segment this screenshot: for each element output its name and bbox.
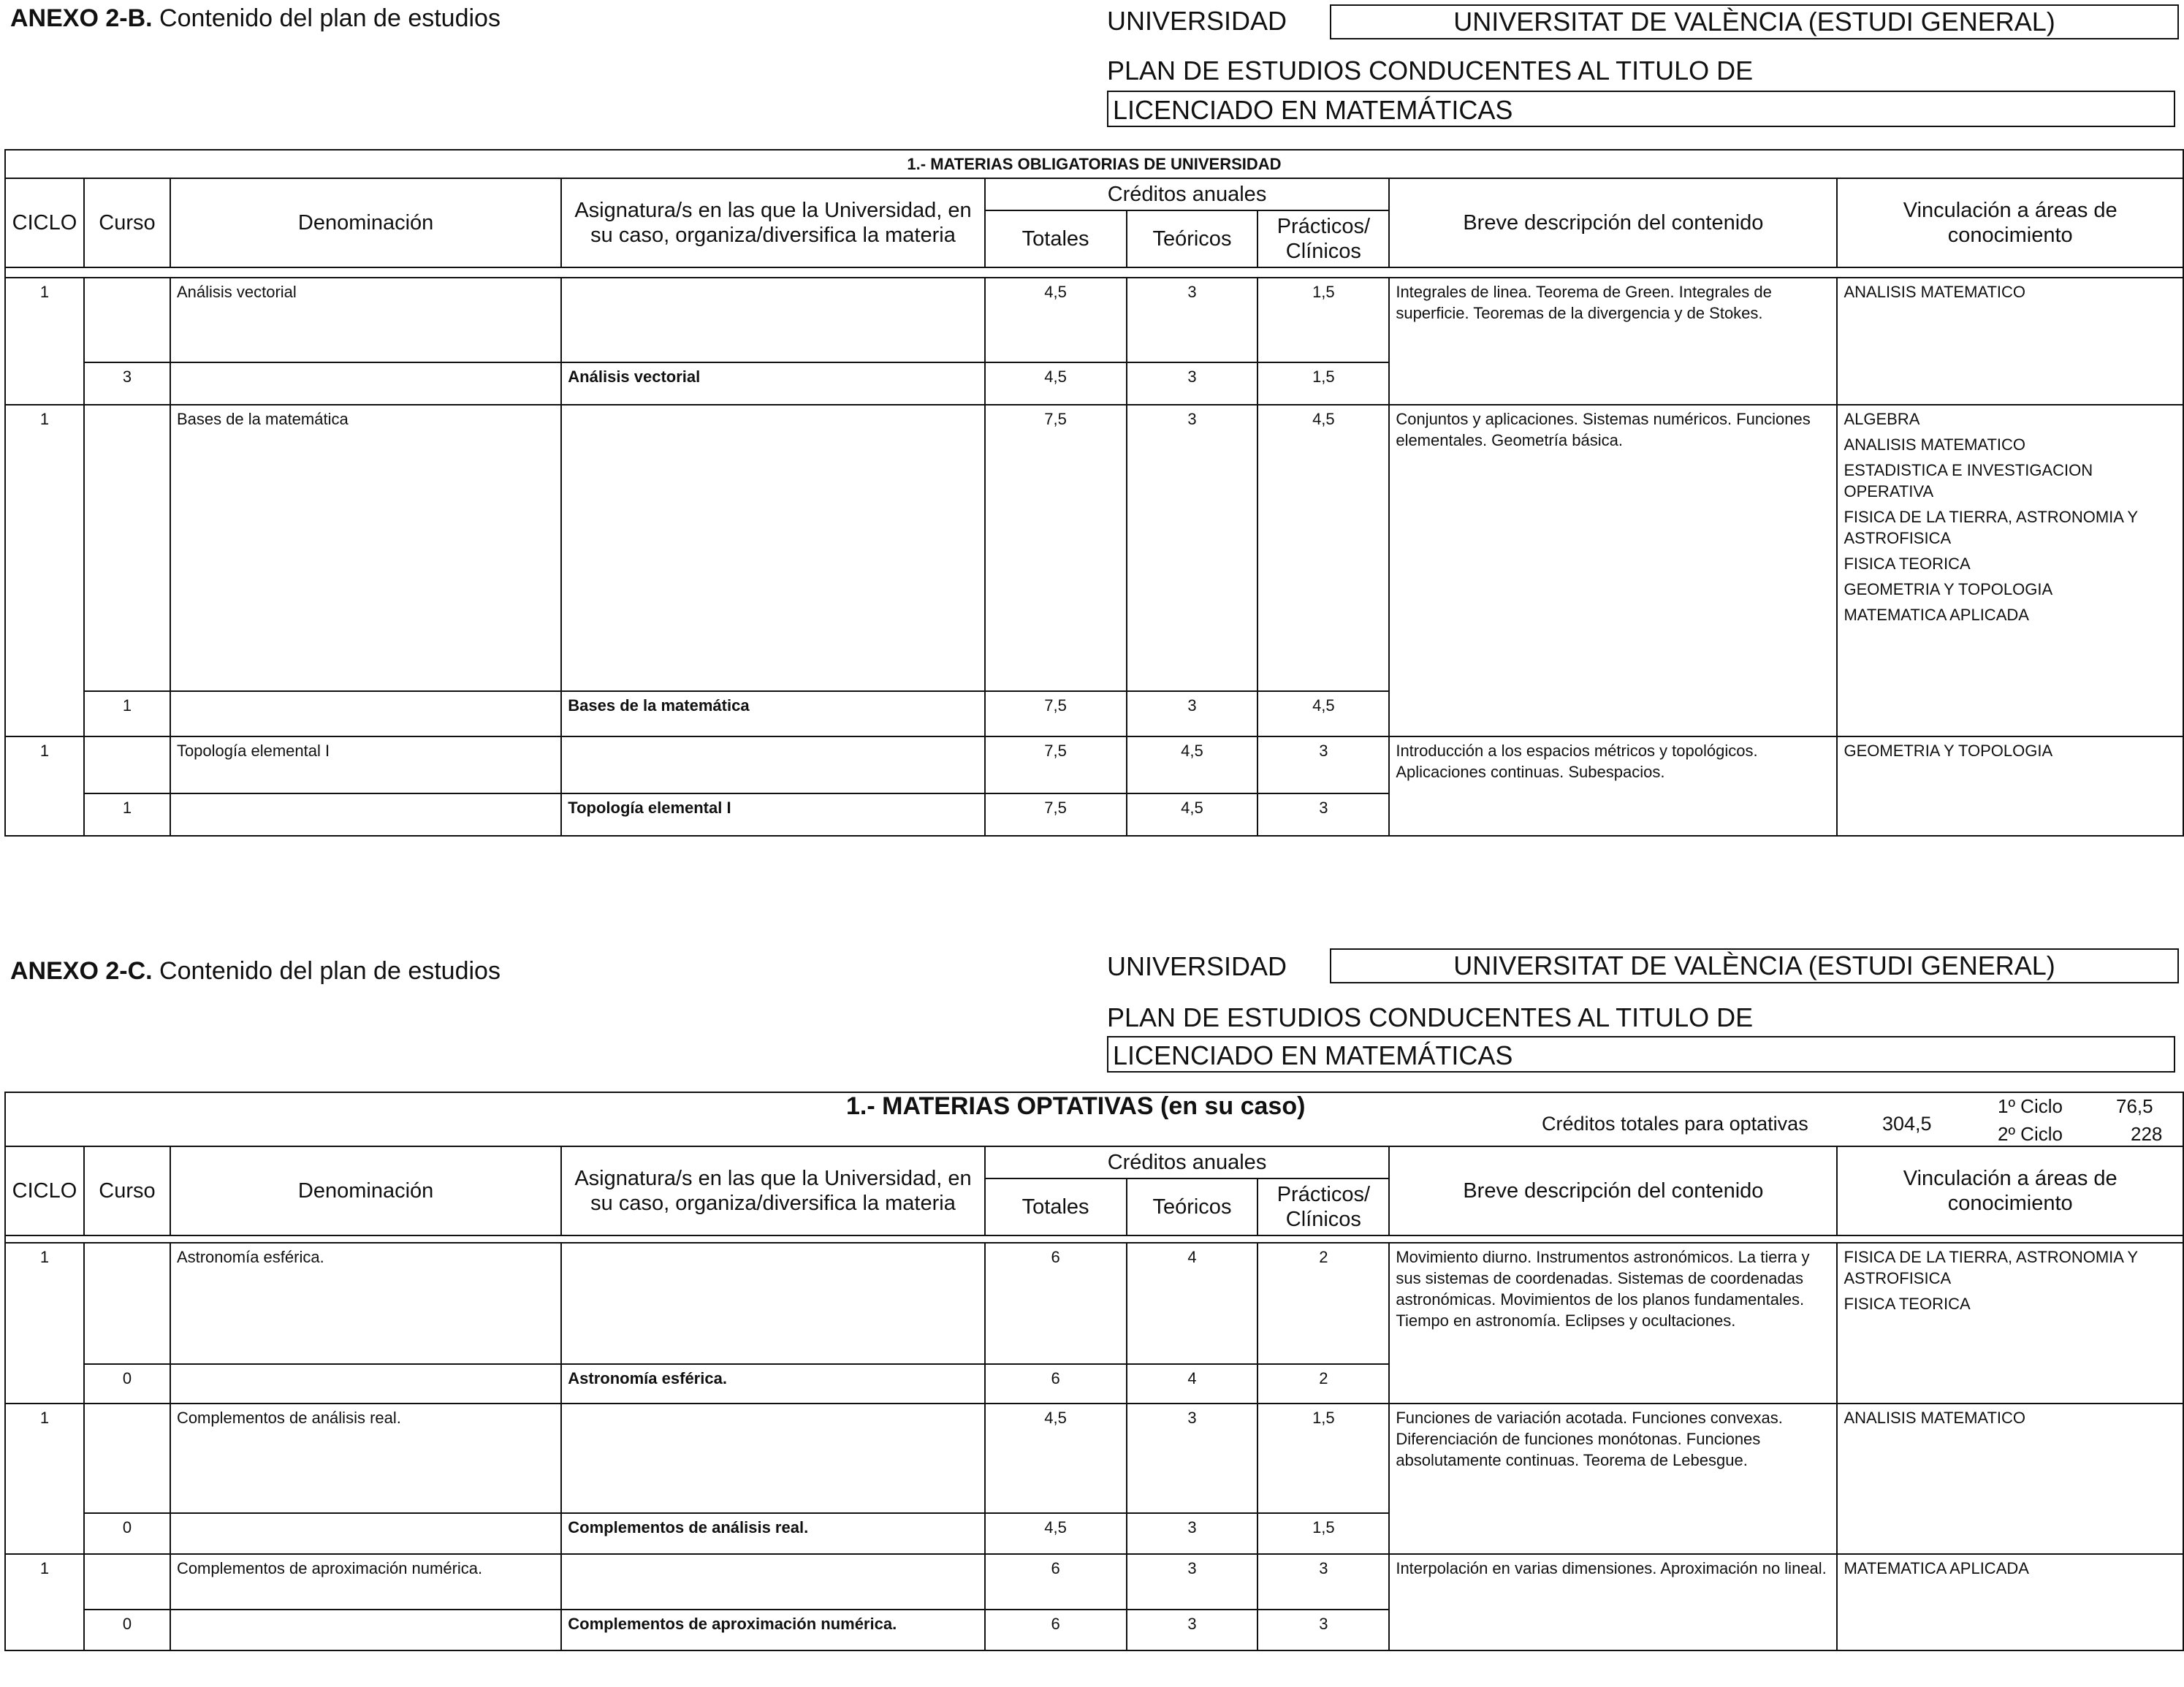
practicos-cell: 3 — [1257, 1554, 1389, 1610]
descripcion-cell: Funciones de variación acotada. Funciones convexas. Diferenciación de funciones monótonas. Funciones absolutamente continuas. Teorema de Lebesgue. — [1389, 1404, 1837, 1554]
ciclo2-label: 2º Ciclo — [1998, 1123, 2063, 1145]
areas-cell — [1837, 405, 2183, 736]
university-label: UNIVERSIDAD — [1107, 951, 1287, 981]
table-title-row — [5, 1092, 2183, 1146]
denominacion-cell — [170, 1513, 561, 1554]
totales-cell: 6 — [985, 1610, 1127, 1650]
col-header-practicos: Prácticos/ Clínicos — [1257, 210, 1389, 267]
total-credits-value: 304,5 — [1882, 1113, 1932, 1135]
university-label: UNIVERSIDAD — [1107, 6, 1287, 36]
asignatura-cell: Complementos de análisis real. — [561, 1513, 984, 1554]
annex-subtitle: Contenido del plan de estudios — [159, 4, 501, 32]
totales-cell: 4,5 — [985, 1404, 1127, 1513]
denominacion-cell: Complementos de análisis real. — [170, 1404, 561, 1513]
degree-title: LICENCIADO EN MATEMÁTICAS — [1107, 91, 2175, 127]
teoricos-cell: 3 — [1127, 405, 1258, 691]
degree-title: LICENCIADO EN MATEMÁTICAS — [1107, 1036, 2175, 1073]
annex-heading — [10, 957, 501, 986]
curso-cell — [84, 405, 170, 691]
teoricos-cell: 3 — [1127, 1554, 1258, 1610]
practicos-cell: 4,5 — [1257, 405, 1389, 691]
practicos-cell: 4,5 — [1257, 691, 1389, 736]
curso-cell — [84, 278, 170, 362]
totales-cell: 7,5 — [985, 793, 1127, 836]
table-title: 1.- MATERIAS OBLIGATORIAS DE UNIVERSIDAD — [5, 150, 2183, 178]
asignatura-cell: Bases de la matemática — [561, 691, 984, 736]
descripcion-cell: Introducción a los espacios métricos y topológicos. Aplicaciones continuas. Subespacios. — [1389, 736, 1837, 836]
table-title: 1.- MATERIAS OPTATIVAS (en su caso) — [846, 1092, 1306, 1120]
curso-cell — [84, 1404, 170, 1513]
area-item: ANALISIS MATEMATICO — [1844, 283, 2026, 301]
totales-cell: 7,5 — [985, 691, 1127, 736]
asignatura-cell: Análisis vectorial — [561, 362, 984, 405]
asignatura-cell: Complementos de aproximación numérica. — [561, 1610, 984, 1650]
practicos-cell: 1,5 — [1257, 1404, 1389, 1513]
denominacion-cell — [170, 691, 561, 736]
practicos-cell: 3 — [1257, 1610, 1389, 1650]
col-header-teoricos: Teóricos — [1127, 210, 1258, 267]
area-item: FISICA DE LA TIERRA, ASTRONOMIA Y ASTROFISICA — [1844, 508, 2138, 547]
totales-cell: 7,5 — [985, 405, 1127, 691]
practicos-cell: 2 — [1257, 1364, 1389, 1404]
practicos-cell: 1,5 — [1257, 278, 1389, 362]
curso-cell: 0 — [84, 1513, 170, 1554]
denominacion-cell — [170, 793, 561, 836]
teoricos-cell: 4 — [1127, 1243, 1258, 1364]
denominacion-cell — [170, 362, 561, 405]
area-item: GEOMETRIA Y TOPOLOGIA — [1844, 580, 2053, 598]
col-header-totales: Totales — [985, 210, 1127, 267]
descripcion-cell: Integrales de linea. Teorema de Green. Integrales de superficie. Teoremas de la divergencia y de Stokes. — [1389, 278, 1837, 405]
asignatura-cell — [561, 1243, 984, 1364]
totales-cell: 4,5 — [985, 362, 1127, 405]
area-item: MATEMATICA APLICADA — [1844, 1559, 2029, 1577]
denominacion-cell: Bases de la matemática — [170, 405, 561, 691]
totales-cell: 6 — [985, 1364, 1127, 1404]
ciclo1-value: 76,5 — [2116, 1095, 2153, 1117]
university-name: UNIVERSITAT DE VALÈNCIA (ESTUDI GENERAL) — [1330, 948, 2179, 983]
ciclo-cell: 1 — [5, 1404, 84, 1554]
curso-cell: 0 — [84, 1364, 170, 1404]
totales-cell: 4,5 — [985, 1513, 1127, 1554]
area-item: ALGEBRA — [1844, 410, 1920, 428]
teoricos-cell: 3 — [1127, 1513, 1258, 1554]
descripcion-cell: Movimiento diurno. Instrumentos astronómicos. La tierra y sus sistemas de coordenadas. Sistemas de coordenadas astronómicas. Movimientos de los planos fundamentales. Tiempo en astronomía. Eclipses y ocultaciones. — [1389, 1243, 1837, 1404]
university-name: UNIVERSITAT DE VALÈNCIA (ESTUDI GENERAL) — [1330, 4, 2179, 39]
col-header-asignatura: Asignatura/s en las que la Universidad, en su caso, organiza/diversifica la materia — [561, 1146, 984, 1235]
asignatura-cell — [561, 1554, 984, 1610]
table-row — [5, 405, 2183, 691]
col-header-vinculacion: Vinculación a áreas de conocimiento — [1837, 178, 2183, 267]
teoricos-cell: 4 — [1127, 1364, 1258, 1404]
col-header-creditos: Créditos anuales — [985, 178, 1390, 210]
ciclo-cell: 1 — [5, 736, 84, 836]
col-header-denominacion: Denominación — [170, 178, 561, 267]
denominacion-cell: Análisis vectorial — [170, 278, 561, 362]
areas-cell — [1837, 278, 2183, 405]
asignatura-cell — [561, 405, 984, 691]
optativas-table — [4, 1092, 2184, 1651]
asignatura-cell: Topología elemental I — [561, 793, 984, 836]
denominacion-cell: Topología elemental I — [170, 736, 561, 793]
asignatura-cell — [561, 736, 984, 793]
practicos-cell: 1,5 — [1257, 362, 1389, 405]
practicos-cell: 3 — [1257, 736, 1389, 793]
curso-cell: 3 — [84, 362, 170, 405]
total-credits-label: Créditos totales para optativas — [1542, 1113, 1808, 1135]
curso-cell — [84, 736, 170, 793]
denominacion-cell: Complementos de aproximación numérica. — [170, 1554, 561, 1610]
annex-code: ANEXO 2-C. — [10, 957, 153, 985]
areas-cell — [1837, 1243, 2183, 1404]
separator — [5, 267, 2183, 278]
denominacion-cell — [170, 1610, 561, 1650]
col-header-curso: Curso — [84, 1146, 170, 1235]
areas-cell — [1837, 1554, 2183, 1650]
asignatura-cell — [561, 1404, 984, 1513]
teoricos-cell: 3 — [1127, 362, 1258, 405]
plan-label: PLAN DE ESTUDIOS CONDUCENTES AL TITULO DE — [1107, 56, 1754, 85]
asignatura-cell: Astronomía esférica. — [561, 1364, 984, 1404]
totales-cell: 4,5 — [985, 278, 1127, 362]
ciclo2-value: 228 — [2131, 1123, 2163, 1145]
col-header-descripcion: Breve descripción del contenido — [1389, 1146, 1837, 1235]
ciclo-cell: 1 — [5, 1243, 84, 1404]
descripcion-cell: Interpolación en varias dimensiones. Aproximación no lineal. — [1389, 1554, 1837, 1650]
ciclo-cell: 1 — [5, 405, 84, 736]
annex-heading — [10, 4, 501, 33]
ciclo-cell: 1 — [5, 278, 84, 405]
teoricos-cell: 4,5 — [1127, 736, 1258, 793]
area-item: ESTADISTICA E INVESTIGACION OPERATIVA — [1844, 461, 2093, 500]
totales-cell: 7,5 — [985, 736, 1127, 793]
practicos-cell: 1,5 — [1257, 1513, 1389, 1554]
ciclo-cell: 1 — [5, 1554, 84, 1650]
denominacion-cell: Astronomía esférica. — [170, 1243, 561, 1364]
curso-cell: 1 — [84, 691, 170, 736]
table-row — [5, 278, 2183, 362]
col-header-ciclo: CICLO — [5, 178, 84, 267]
area-item: FISICA DE LA TIERRA, ASTRONOMIA Y ASTROFISICA — [1844, 1248, 2138, 1287]
practicos-cell: 3 — [1257, 793, 1389, 836]
practicos-cell: 2 — [1257, 1243, 1389, 1364]
plan-label: PLAN DE ESTUDIOS CONDUCENTES AL TITULO DE — [1107, 1002, 1754, 1032]
col-header-practicos: Prácticos/ Clínicos — [1257, 1178, 1389, 1235]
col-header-creditos: Créditos anuales — [985, 1146, 1390, 1178]
areas-cell — [1837, 736, 2183, 836]
teoricos-cell: 4,5 — [1127, 793, 1258, 836]
area-item: FISICA TEORICA — [1844, 1295, 1971, 1313]
area-item: MATEMATICA APLICADA — [1844, 606, 2029, 624]
descripcion-cell: Conjuntos y aplicaciones. Sistemas numéricos. Funciones elementales. Geometría básica. — [1389, 405, 1837, 736]
area-item: FISICA TEORICA — [1844, 555, 1971, 573]
area-item: GEOMETRIA Y TOPOLOGIA — [1844, 742, 2053, 760]
curso-cell: 0 — [84, 1610, 170, 1650]
curso-cell — [84, 1554, 170, 1610]
asignatura-cell — [561, 278, 984, 362]
curso-cell — [84, 1243, 170, 1364]
area-item: ANALISIS MATEMATICO — [1844, 435, 2026, 454]
table-row — [5, 1243, 2183, 1364]
denominacion-cell — [170, 1364, 561, 1404]
col-header-denominacion: Denominación — [170, 1146, 561, 1235]
col-header-ciclo: CICLO — [5, 1146, 84, 1235]
curso-cell: 1 — [84, 793, 170, 836]
obligatorias-table — [4, 149, 2184, 837]
col-header-curso: Curso — [84, 178, 170, 267]
areas-cell — [1837, 1404, 2183, 1554]
teoricos-cell: 3 — [1127, 1610, 1258, 1650]
col-header-descripcion: Breve descripción del contenido — [1389, 178, 1837, 267]
col-header-vinculacion: Vinculación a áreas de conocimiento — [1837, 1146, 2183, 1235]
annex-code: ANEXO 2-B. — [10, 4, 153, 32]
totales-cell: 6 — [985, 1554, 1127, 1610]
annex-subtitle: Contenido del plan de estudios — [159, 957, 501, 985]
ciclo1-label: 1º Ciclo — [1998, 1095, 2063, 1117]
teoricos-cell: 3 — [1127, 691, 1258, 736]
area-item: ANALISIS MATEMATICO — [1844, 1409, 2026, 1427]
col-header-teoricos: Teóricos — [1127, 1178, 1258, 1235]
col-header-asignatura: Asignatura/s en las que la Universidad, en su caso, organiza/diversifica la materia — [561, 178, 984, 267]
teoricos-cell: 3 — [1127, 278, 1258, 362]
table-row — [5, 1404, 2183, 1513]
table-row — [5, 736, 2183, 793]
col-header-totales: Totales — [985, 1178, 1127, 1235]
totales-cell: 6 — [985, 1243, 1127, 1364]
teoricos-cell: 3 — [1127, 1404, 1258, 1513]
table-row — [5, 1554, 2183, 1610]
separator — [5, 1235, 2183, 1243]
